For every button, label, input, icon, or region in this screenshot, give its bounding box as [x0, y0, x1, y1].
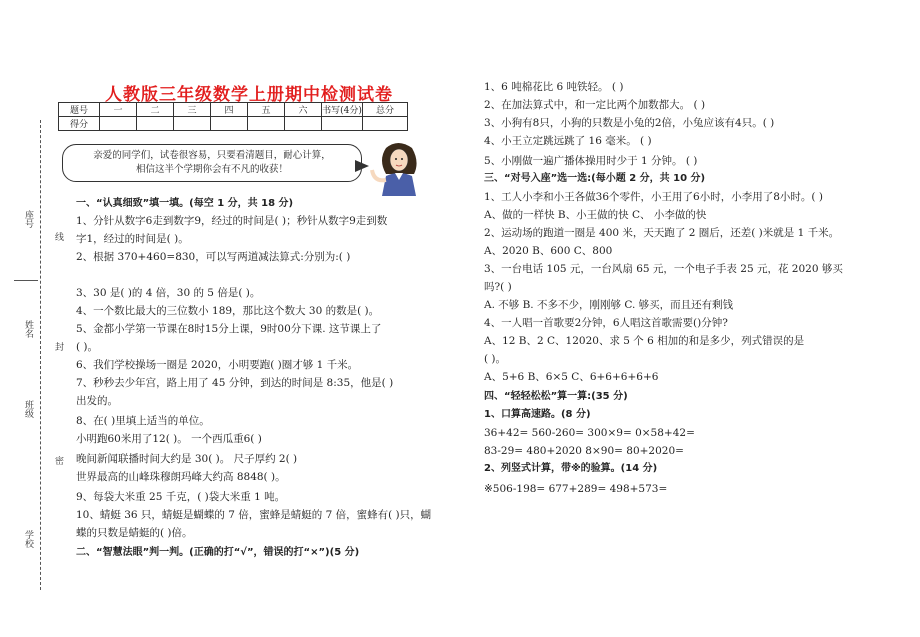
- question-line: 吗?( ): [484, 281, 512, 293]
- name-label: 姓名: [23, 320, 33, 338]
- question-line: A、做的一样快 B、小王做的快 C、 小李做的快: [484, 209, 707, 221]
- table-cell: 总分: [363, 103, 408, 117]
- question-line: 2、在加法算式中，和一定比两个加数都大。 ( ): [484, 99, 706, 111]
- table-cell: 三: [174, 103, 211, 117]
- seal-mark-secret: 密: [53, 456, 63, 465]
- score-cell[interactable]: [285, 117, 322, 131]
- table-cell: 书写(4分): [322, 103, 363, 117]
- question-line: 8、在( )里填上适当的单位。: [76, 415, 210, 427]
- question-line: 1、分针从数字6走到数字9，经过的时间是( )；秒针从数字9走到数: [76, 215, 388, 227]
- section-heading: 1、口算高速路。(8 分): [484, 409, 591, 420]
- bubble-tail: [355, 160, 369, 172]
- score-table: [58, 102, 408, 131]
- question-line: 5、金都小学第一节课在8时15分上课，9时00分下课. 这节课上了: [76, 323, 382, 335]
- table-cell: 题号: [59, 103, 100, 117]
- question-line: 1、工人小李和小王各做36个零件，小王用了6小时，小李用了8小时。( ): [484, 191, 823, 203]
- question-line: 10、蜻蜓 36 只，蜻蜓是蝴蝶的 7 倍，蜜蜂是蜻蜓的 7 倍，蜜蜂有( )只，蝴: [76, 509, 432, 521]
- question-line: 2、根据 370+460=830，可以写两道减法算式:分别为:( ): [76, 251, 351, 263]
- question-line: 晚间新闻联播时间大约是 30( )。 尺子厚约 2( ): [76, 453, 298, 465]
- question-line: 字1，经过的时间是( )。: [76, 233, 189, 245]
- question-line: 6、我们学校操场一圈是 2020，小明要跑( )圈才够 1 千米。: [76, 359, 359, 371]
- score-cell[interactable]: [363, 117, 408, 131]
- section-heading: 2、列竖式计算，带※的验算。(14 分): [484, 463, 658, 474]
- question-line: 9、每袋大米重 25 千克，( )袋大米重 1 吨。: [76, 491, 286, 503]
- page-title: 人教版三年级数学上册期中检测试卷: [105, 85, 393, 105]
- table-cell: 四: [211, 103, 248, 117]
- question-line: 3、30 是( )的 4 倍，30 的 5 倍是( )。: [76, 287, 261, 299]
- question-line: ※506-198= 677+289= 498+573=: [484, 483, 668, 495]
- table-cell: 五: [248, 103, 285, 117]
- teacher-illustration: [368, 140, 430, 196]
- question-line: 2、运动场的跑道一圈是 400 米，天天跑了 2 圈后，还差( )米就是 1 千米。: [484, 227, 840, 239]
- class-label: 班级: [23, 400, 33, 418]
- table-cell: 二: [137, 103, 174, 117]
- seal-mark-line: 线: [53, 232, 63, 241]
- question-line: A、5+6 B、6×5 C、6+6+6+6+6: [484, 371, 659, 383]
- seat-number-label: 座号: [23, 210, 33, 228]
- seal-mark-seal: 封: [53, 342, 63, 351]
- seat-number-blank: [14, 280, 38, 281]
- question-line: ( )。: [484, 353, 507, 365]
- encouragement-bubble: [62, 144, 362, 182]
- question-line: 5、小刚做一遍广播体操用时少于 1 分钟。 ( ): [484, 155, 698, 167]
- table-cell: 六: [285, 103, 322, 117]
- question-line: 3、一台电话 105 元，一台风扇 65 元，一个电子手表 25 元，花 2020 够买: [484, 263, 843, 275]
- question-line: A、12 B、2 C、12020、求 5 个 6 相加的和是多少，列式错误的是: [484, 335, 805, 347]
- score-cell[interactable]: [100, 117, 137, 131]
- question-line: 4、一个数比最大的三位数小 189，那比这个数大 30 的数是( )。: [76, 305, 380, 317]
- score-cell[interactable]: [322, 117, 363, 131]
- school-label: 学校: [23, 530, 33, 548]
- table-cell: 一: [100, 103, 137, 117]
- question-line: 1、6 吨棉花比 6 吨铁轻。 ( ): [484, 81, 624, 93]
- binding-line: [40, 120, 41, 590]
- question-line: 小明跑60米用了12( )。 一个西瓜重6( ): [76, 433, 262, 445]
- score-table-score-row: [59, 117, 408, 131]
- section-heading: 四、“轻轻松松”算一算:(35 分): [484, 391, 628, 402]
- score-cell[interactable]: [174, 117, 211, 131]
- question-line: 4、一人唱一首歌要2分钟，6人唱这首歌需要()分钟?: [484, 317, 728, 329]
- question-line: 蝶的只数是蜻蜓的( )倍。: [76, 527, 193, 539]
- section-heading: 二、“智慧法眼”判一判。(正确的打“√”，错误的打“×”)(5 分): [76, 547, 360, 558]
- score-table-header-row: [59, 103, 408, 117]
- section-heading: 一、“认真细致”填一填。(每空 1 分，共 18 分): [76, 198, 294, 209]
- question-line: 36+42= 560-260= 300×9= 0×58+42=: [484, 427, 695, 439]
- score-cell[interactable]: [211, 117, 248, 131]
- question-line: 3、小狗有8只，小狗的只数是小兔的2倍，小兔应该有4只。( ): [484, 117, 775, 129]
- question-line: ( )。: [76, 341, 99, 353]
- question-line: 出发的。: [76, 395, 118, 407]
- bubble-line: 亲爱的同学们，试卷很容易，只要看清题目，耐心计算，: [93, 150, 331, 161]
- section-heading: 三、“对号入座”选一选:(每小题 2 分，共 10 分): [484, 173, 706, 184]
- question-line: 7、秒秒去少年宫，路上用了 45 分钟，到达的时间是 8:35，他是( ): [76, 377, 394, 389]
- bubble-line: 相信这半个学期你会有不凡的收获！: [135, 164, 288, 175]
- question-line: A、2020 B、600 C、800: [484, 245, 613, 257]
- score-cell[interactable]: [137, 117, 174, 131]
- score-cell[interactable]: [248, 117, 285, 131]
- question-line: A. 不够 B. 不多不少，刚刚够 C. 够买，而且还有剩钱: [484, 299, 734, 311]
- question-line: 83-29= 480+2020 8×90= 80+2020=: [484, 445, 684, 457]
- table-cell: 得分: [59, 117, 100, 131]
- question-line: 世界最高的山峰珠穆朗玛峰大约高 8848( )。: [76, 471, 286, 483]
- question-line: 4、小王立定跳远跳了 16 毫米。 ( ): [484, 135, 652, 147]
